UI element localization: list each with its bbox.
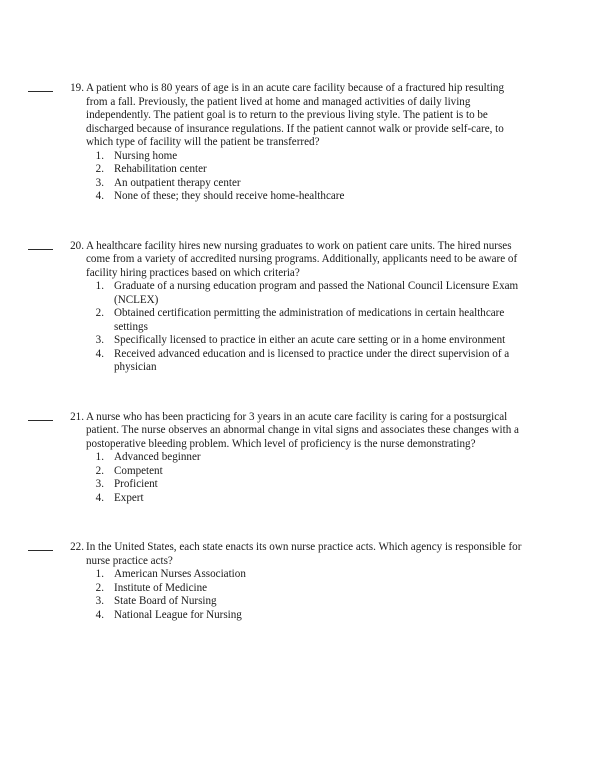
question-text: A healthcare facility hires new nursing graduates to work on patient care units. The hired nurses come from a variety of accredited nursing programs. Additionally, applicants need to be aware of facility hiring practices based on which criteria? [86,239,518,279]
option-item[interactable] [88,190,527,204]
option-item[interactable] [88,582,527,596]
option-number: 4. [95,608,104,621]
option-number: 3. [95,176,104,189]
option-number: 2. [95,163,104,175]
option-text: Obtained certification permitting the administration of medications in certain healthcare settings [114,307,505,333]
option-list [86,150,527,204]
answer-blank[interactable] [28,420,53,421]
option-text: National League for Nursing [114,608,242,621]
option-text: Graduate of a nursing education program and passed the National Council Licensure Exam (NCLEX) [114,280,519,306]
option-text: Competent [114,464,163,477]
option-number: 3. [95,478,104,490]
question-text: A nurse who has been practicing for 3 years in an acute care facility is caring for a postsurgical patient. The nurse observes an abnormal change in vital signs and associates these changes with a postoperative bleeding problem. Which level of proficiency is the nurse demonstrating? [86,410,519,450]
option-list [86,568,527,622]
answer-blank[interactable] [28,249,53,250]
option-item[interactable] [88,177,527,191]
option-item[interactable] [88,163,527,177]
question-block [0,411,600,506]
option-text: Proficient [114,478,158,490]
option-list [86,451,527,505]
option-number: 1. [95,568,104,580]
question-number: 22. [70,541,84,553]
option-item[interactable] [88,595,527,609]
option-number: 4. [95,347,104,360]
option-text: Received advanced education and is licensed to practice under the direct supervision of a physician [114,347,510,373]
question-number: 19. [70,82,84,94]
option-item[interactable] [88,492,527,506]
option-item[interactable] [88,150,527,164]
option-text: Advanced beginner [114,451,201,463]
question-body [86,541,527,622]
question-body [86,82,527,204]
option-number: 3. [95,334,104,346]
question-number: 20. [70,239,84,252]
option-item[interactable] [88,334,527,348]
option-number: 3. [95,595,104,607]
question-body [86,240,527,375]
option-number: 1. [95,149,104,162]
option-text: American Nurses Association [114,568,246,580]
question-block [0,240,600,375]
option-number: 4. [95,190,104,202]
question-list [0,82,600,658]
option-item[interactable] [88,348,527,375]
option-text: Nursing home [114,149,178,162]
option-list [86,280,527,375]
answer-blank[interactable] [28,91,53,92]
option-number: 2. [95,464,104,477]
option-number: 1. [95,280,104,292]
option-item[interactable] [88,280,527,307]
option-number: 4. [95,491,104,504]
option-item[interactable] [88,568,527,582]
question-text: In the United States, each state enacts its own nurse practice acts. Which agency is responsible for nurse practice acts? [86,541,522,567]
option-text: State Board of Nursing [114,595,217,607]
option-item[interactable] [88,307,527,334]
option-text: Institute of Medicine [114,581,208,594]
option-text: None of these; they should receive home-healthcare [114,190,345,202]
question-number: 21. [70,410,84,423]
option-text: Rehabilitation center [114,163,207,175]
question-text: A patient who is 80 years of age is in an acute care facility because of a fractured hip resulting from a fall. Previously, the patient lived at home and managed activities of daily living independently. The patient goal is to return to the previous living style. The patient is to be discharged because of insurance regulations. If the patient cannot walk or provide self-care, to which type of facility will the patient be transferred? [86,82,505,148]
question-block [0,541,600,622]
option-item[interactable] [88,609,527,623]
option-number: 1. [95,451,104,463]
option-text: An outpatient therapy center [114,176,241,189]
option-number: 2. [95,307,104,319]
option-text: Expert [114,491,144,504]
question-body [86,411,527,506]
option-item[interactable] [88,451,527,465]
option-item[interactable] [88,478,527,492]
option-item[interactable] [88,465,527,479]
question-block [0,82,600,204]
option-text: Specifically licensed to practice in either an acute care setting or in a home environment [114,334,506,346]
option-number: 2. [95,581,104,594]
answer-blank[interactable] [28,550,53,551]
